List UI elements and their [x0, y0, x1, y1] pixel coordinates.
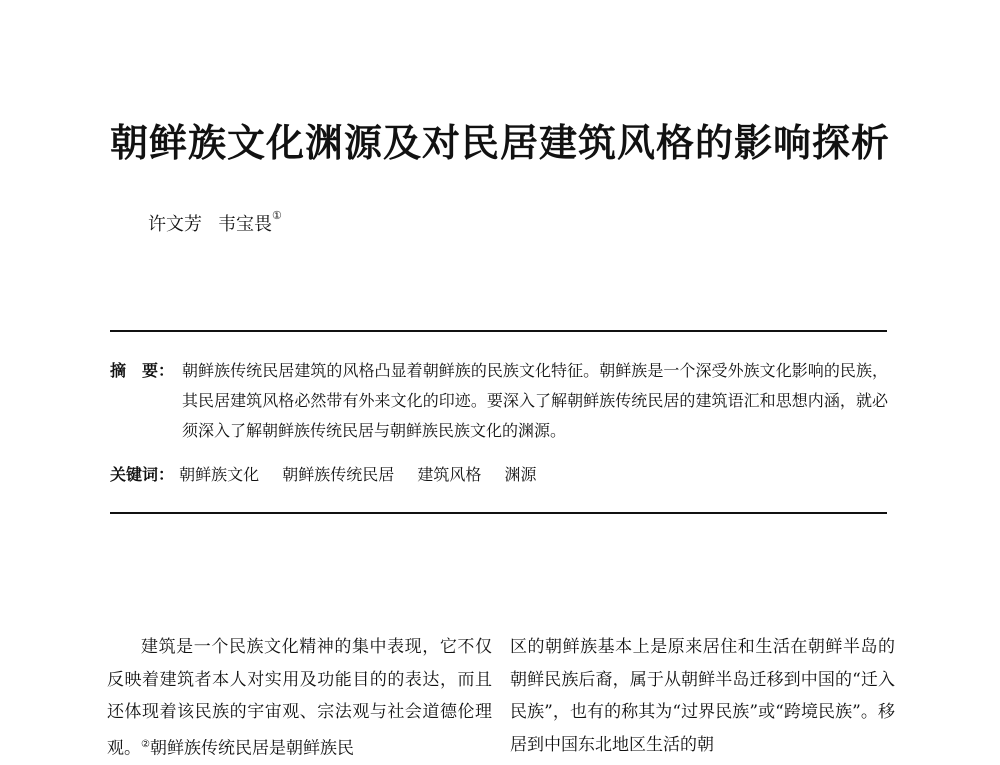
body-column-right: 区的朝鲜族基本上是原来居住和生活在朝鲜半岛的朝鲜民族后裔，属于从朝鲜半岛迁移到中国的“迁入民族”，也有的称其为“过界民族”或“跨境民族”。移居到中国东北地区生活的朝	[510, 637, 895, 755]
bottom-divider	[110, 512, 887, 514]
abstract-text: 朝鲜族传统民居建筑的风格凸显着朝鲜族的民族文化特征。朝鲜族是一个深受外族文化影响的民族，其民居建筑风格必然带有外来文化的印迹。要深入了解朝鲜族传统民居的建筑语汇和思想内涵，就必须深入了解朝鲜族传统民居与朝鲜族民族文化的渊源。	[182, 361, 888, 440]
keyword: 朝鲜族文化	[179, 465, 260, 484]
author-footnote-marker: ①	[272, 209, 282, 222]
author-line	[148, 210, 282, 236]
keywords-block	[110, 462, 888, 485]
abstract-block	[110, 356, 888, 446]
body-text: 朝鲜族传统民居是朝鲜族民	[149, 738, 354, 759]
body-text: 建筑是一个民族文化精神的集中表现，它不仅反映着建筑者本人对实用及功能目的的表达，而且还体现着该民族的宇宙观、宗法观与社会道德伦理观。	[107, 637, 492, 759]
abstract-label: 摘 要：	[110, 361, 175, 380]
author-name: 韦宝畏	[218, 214, 272, 235]
footnote-marker: ②	[141, 738, 150, 750]
keyword: 建筑风格	[417, 465, 482, 484]
top-divider	[110, 330, 887, 332]
author-name: 许文芳	[148, 214, 202, 235]
paper-title: 朝鲜族文化渊源及对民居建筑风格的影响探析	[109, 120, 890, 165]
keywords-label: 关键词：	[110, 465, 175, 484]
keyword: 朝鲜族传统民居	[282, 465, 395, 484]
body-column-left	[107, 631, 492, 765]
keyword: 渊源	[504, 465, 537, 484]
